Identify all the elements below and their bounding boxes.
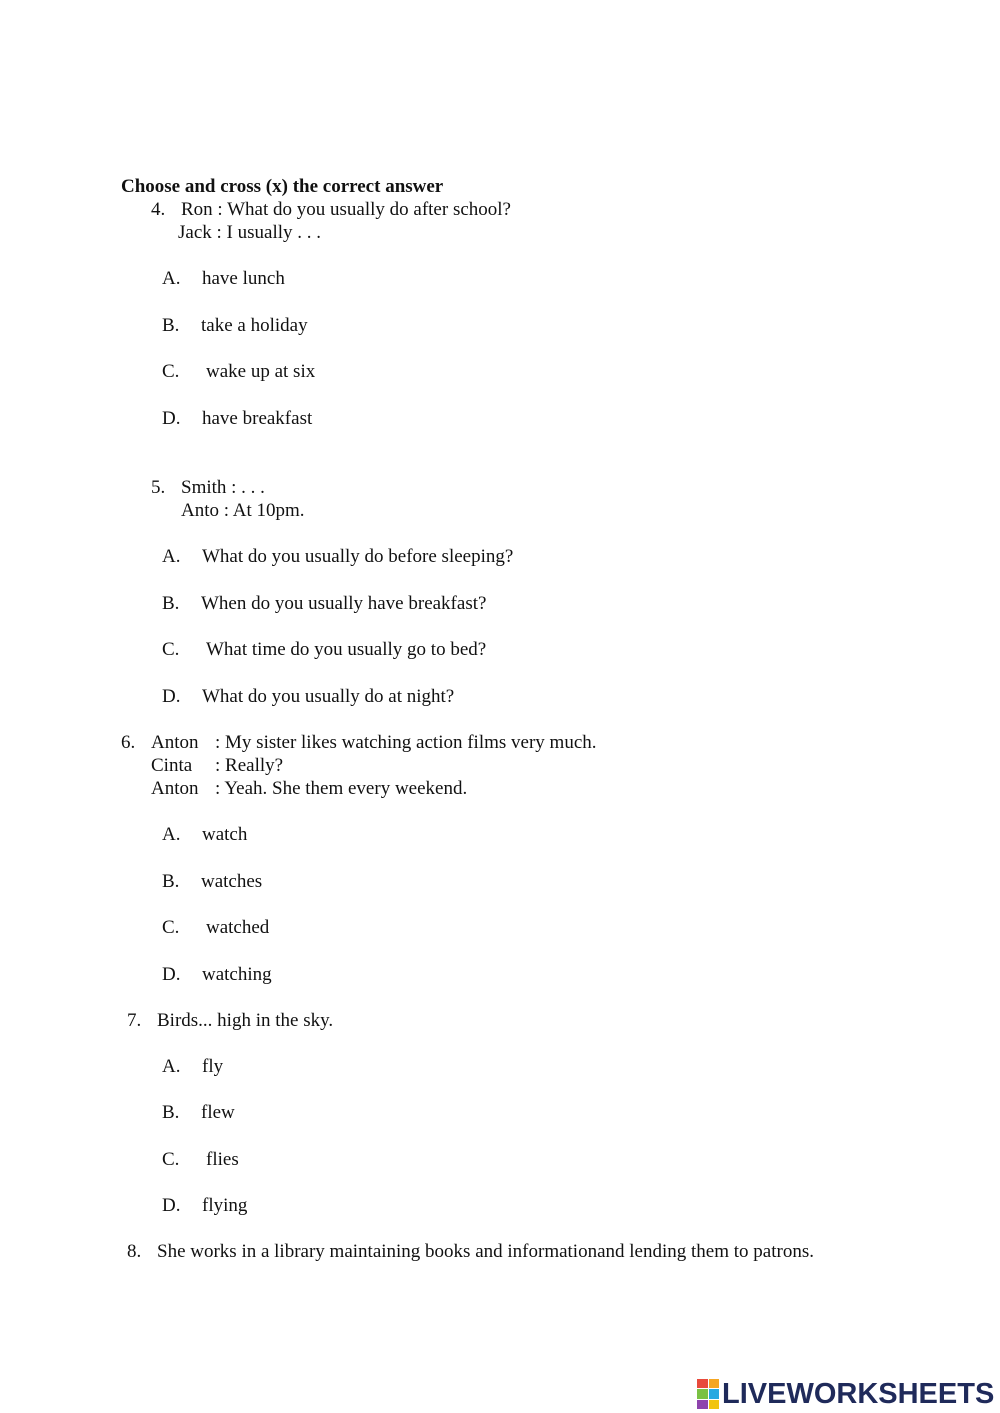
option-text: flies — [206, 1149, 239, 1170]
question-line: Birds... high in the sky. — [157, 1010, 334, 1031]
option-text: When do you usually have breakfast? — [201, 593, 487, 614]
option-text: What do you usually do at night? — [202, 686, 455, 707]
option-letter: B. — [162, 315, 180, 336]
option-letter: C. — [162, 639, 180, 660]
question-number: 8. — [127, 1241, 142, 1262]
option-letter: B. — [162, 1102, 180, 1123]
option-text: have breakfast — [202, 408, 313, 429]
dialog-speaker: Anton — [151, 732, 199, 753]
instruction-heading: Choose and cross (x) the correct answer — [121, 176, 444, 197]
option-text: wake up at six — [206, 361, 316, 382]
option-text: watches — [201, 871, 263, 892]
option-letter: C. — [162, 917, 180, 938]
option-text: flying — [202, 1195, 248, 1216]
option-letter: A. — [162, 268, 181, 289]
option-letter: B. — [162, 593, 180, 614]
question-line: Jack : I usually . . . — [178, 222, 322, 243]
option-letter: D. — [162, 1195, 181, 1216]
option-text: fly — [202, 1056, 224, 1077]
question-number: 6. — [121, 732, 136, 753]
option-text: watched — [206, 917, 270, 938]
logo-mark-icon — [697, 1379, 719, 1409]
option-letter: A. — [162, 1056, 181, 1077]
question-number: 5. — [151, 477, 166, 498]
dialog-speaker: Anton — [151, 778, 199, 799]
liveworksheets-logo — [697, 1378, 994, 1410]
option-text: watch — [202, 824, 248, 845]
option-letter: C. — [162, 1149, 180, 1170]
dialog-text: : Really? — [215, 755, 284, 776]
option-letter: D. — [162, 964, 181, 985]
option-text: watching — [202, 964, 272, 985]
dialog-text: : Yeah. She them every weekend. — [215, 778, 468, 799]
dialog-text: : My sister likes watching action films very much. — [215, 732, 597, 753]
option-letter: C. — [162, 361, 180, 382]
option-text: flew — [201, 1102, 235, 1123]
logo-text: LIVEWORKSHEETS — [722, 1377, 995, 1410]
option-letter: D. — [162, 686, 181, 707]
dialog-speaker: Cinta — [151, 755, 193, 776]
question-line: She works in a library maintaining books and informationand lending them to patrons. — [157, 1241, 814, 1262]
option-letter: A. — [162, 824, 181, 845]
question-number: 4. — [151, 199, 166, 220]
question-number: 7. — [127, 1010, 142, 1031]
option-text: have lunch — [202, 268, 285, 289]
option-letter: D. — [162, 408, 181, 429]
option-text: What do you usually do before sleeping? — [202, 546, 514, 567]
option-text: What time do you usually go to bed? — [206, 639, 487, 660]
question-line: Ron : What do you usually do after school? — [181, 199, 511, 220]
question-line: Smith : . . . — [181, 477, 265, 498]
option-letter: A. — [162, 546, 181, 567]
question-line: Anto : At 10pm. — [181, 500, 305, 521]
option-text: take a holiday — [201, 315, 308, 336]
option-letter: B. — [162, 871, 180, 892]
